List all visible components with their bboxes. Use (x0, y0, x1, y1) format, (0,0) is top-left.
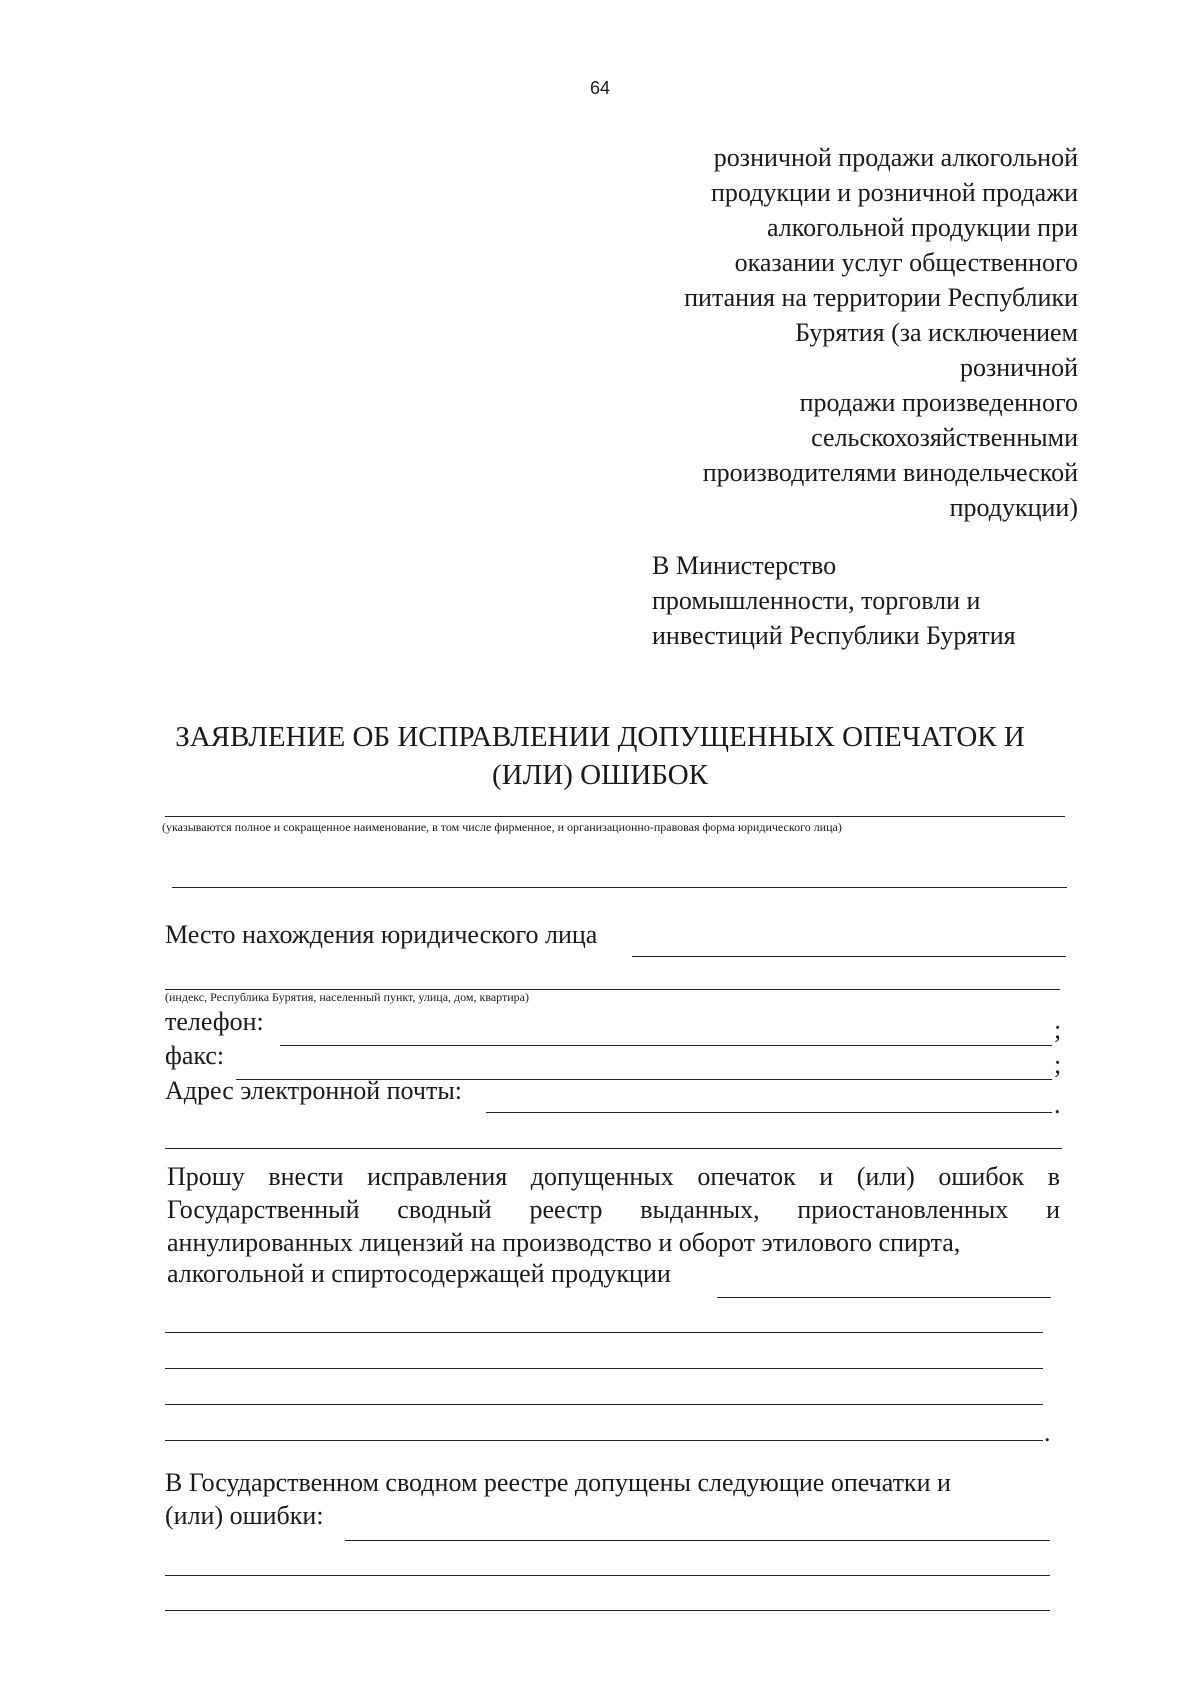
phone-semicolon: ; (1054, 1015, 1062, 1044)
errors-last-line: (или) ошибки: (165, 1501, 324, 1530)
request-line-4[interactable] (165, 1404, 1043, 1405)
addressee-line: В Министерство (652, 551, 837, 580)
email-line-2[interactable] (165, 1148, 1062, 1149)
errors-paragraph: В Государственном сводном реестре допущены следующие опечатки и (165, 1468, 951, 1497)
approval-line: оказании услуг общественного (734, 248, 1078, 277)
address-hint: (индекс, Республика Бурятия, населенный пункт, улица, дом, квартира) (165, 990, 529, 1004)
request-line-2[interactable] (165, 1332, 1043, 1333)
fax-label: факс: (165, 1041, 225, 1070)
request-period: . (1044, 1418, 1051, 1447)
errors-field[interactable] (345, 1540, 1050, 1541)
title-line-2: (ИЛИ) ОШИБОК (492, 759, 708, 791)
approval-line: производителями винодельческой (702, 458, 1078, 487)
org-name-line-2[interactable] (172, 887, 1067, 888)
approval-line: сельскохозяйственными (811, 423, 1078, 452)
errors-line-3[interactable] (165, 1610, 1050, 1611)
request-field[interactable] (717, 1297, 1051, 1298)
approval-line: продажи произведенного (799, 388, 1078, 417)
document-title (160, 718, 1040, 794)
approval-line: алкогольной продукции при (767, 213, 1078, 242)
phone-field[interactable] (280, 1045, 1052, 1046)
approval-line: Бурятия (за исключением (795, 318, 1078, 347)
addressee-line: инвестиций Республики Бурятия (652, 621, 1016, 650)
approval-line: питания на территории Республики (684, 283, 1078, 312)
request-paragraph: Прошу внести исправления допущенных опечаток и (или) ошибок в Государственный сводный реестр выданных, приостановленных и аннулированных лицензий на производство и оборот этилового спирта, (167, 1162, 1060, 1257)
email-field[interactable] (486, 1112, 1052, 1113)
approval-line: розничной (959, 353, 1078, 382)
email-label: Адрес электронной почты: (165, 1076, 463, 1105)
approval-line: розничной продажи алкогольной (713, 143, 1078, 172)
approval-line: продукции и розничной продажи (711, 178, 1078, 207)
approval-line: продукции) (949, 493, 1078, 522)
page-number: 64 (589, 78, 611, 98)
errors-line-2[interactable] (165, 1575, 1050, 1576)
email-period: . (1054, 1090, 1061, 1119)
addressee-block (652, 548, 1016, 653)
title-line-1: ЗАЯВЛЕНИЕ ОБ ИСПРАВЛЕНИИ ДОПУЩЕННЫХ ОПЕЧАТОК И (175, 721, 1025, 753)
org-name-hint: (указываются полное и сокращенное наименование, в том числе фирменное, и организационно-правовая форма юридического лица) (162, 820, 842, 834)
location-field[interactable] (632, 956, 1066, 957)
addressee-line: промышленности, торговли и (652, 586, 981, 615)
request-line-3[interactable] (165, 1368, 1043, 1369)
approval-block (684, 140, 1078, 525)
request-line-5[interactable] (165, 1440, 1043, 1441)
org-name-line[interactable] (165, 816, 1065, 817)
phone-label: телефон: (165, 1007, 264, 1036)
location-label: Место нахождения юридического лица (165, 920, 598, 949)
fax-semicolon: ; (1054, 1050, 1062, 1079)
request-last-line: алкогольной и спиртосодержащей продукции (167, 1259, 671, 1288)
